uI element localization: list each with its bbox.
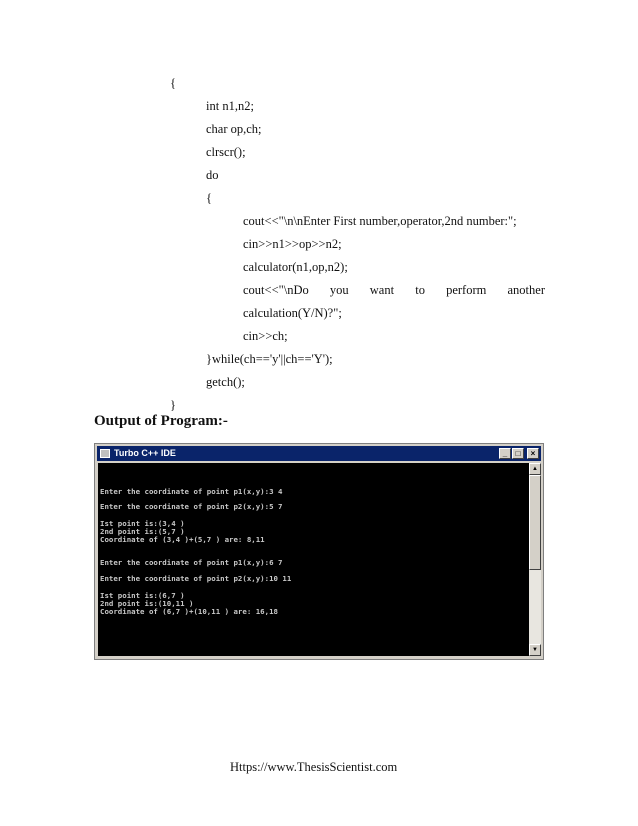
scroll-thumb[interactable]	[529, 475, 541, 570]
console-line: 2nd point is:(5,7 )	[100, 527, 185, 536]
code-word: cout<<"\nDo	[243, 283, 309, 297]
console-line: Enter the coordinate of point p1(x,y):6 7	[100, 558, 283, 567]
console-line: Coordinate of (6,7 )+(10,11 ) are: 16,18	[100, 607, 278, 616]
console-line: Coordinate of (3,4 )+(5,7 ) are: 8,11	[100, 535, 265, 544]
code-clrscr: clrscr();	[206, 145, 246, 159]
code-calculator-call: calculator(n1,op,n2);	[243, 260, 348, 274]
output-heading: Output of Program:-	[94, 413, 228, 429]
console-line: Ist point is:(6,7 )	[100, 591, 185, 600]
code-cin-read: cin>>n1>>op>>n2;	[243, 237, 342, 251]
console-window	[94, 443, 544, 660]
close-button[interactable]: ×	[527, 448, 539, 459]
code-cout-again-line	[243, 283, 545, 297]
maximize-button[interactable]: □	[512, 448, 524, 459]
code-getch: getch();	[206, 375, 245, 389]
code-cin-ch: cin>>ch;	[243, 329, 288, 343]
console-line: Enter the coordinate of point p2(x,y):5 7	[100, 502, 283, 511]
code-word: another	[507, 283, 545, 297]
scroll-down-arrow-icon[interactable]: ▼	[529, 644, 541, 656]
window-titlebar	[97, 446, 541, 461]
code-close-brace: }	[170, 398, 176, 412]
code-open-brace: {	[170, 76, 176, 90]
footer-url: Https://www.ThesisScientist.com	[230, 760, 398, 774]
code-do-keyword: do	[206, 168, 219, 182]
window-title: Turbo C++ IDE	[114, 448, 176, 458]
code-decl-chars: char op,ch;	[206, 122, 262, 136]
code-word: to	[415, 283, 425, 297]
code-word: you	[329, 283, 349, 297]
code-word: perform	[446, 283, 487, 297]
console-output	[98, 463, 529, 656]
minimize-button[interactable]: _	[499, 448, 511, 459]
code-cout-again-continuation: calculation(Y/N)?";	[243, 306, 342, 320]
console-line: Ist point is:(3,4 )	[100, 519, 185, 528]
console-line: 2nd point is:(10,11 )	[100, 599, 194, 608]
code-inner-open-brace: {	[206, 191, 212, 205]
vertical-scrollbar[interactable]	[529, 463, 541, 656]
console-line: Enter the coordinate of point p1(x,y):3 4	[100, 487, 283, 496]
code-cout-enter: cout<<"\n\nEnter First number,operator,2nd number:";	[243, 214, 517, 228]
code-while-line: }while(ch=='y'||ch=='Y');	[206, 352, 333, 366]
code-word: want	[369, 283, 395, 297]
app-icon	[100, 449, 110, 458]
code-decl-ints: int n1,n2;	[206, 99, 254, 113]
scroll-up-arrow-icon[interactable]: ▲	[529, 463, 541, 475]
console-line: Enter the coordinate of point p2(x,y):10 11	[100, 574, 292, 583]
